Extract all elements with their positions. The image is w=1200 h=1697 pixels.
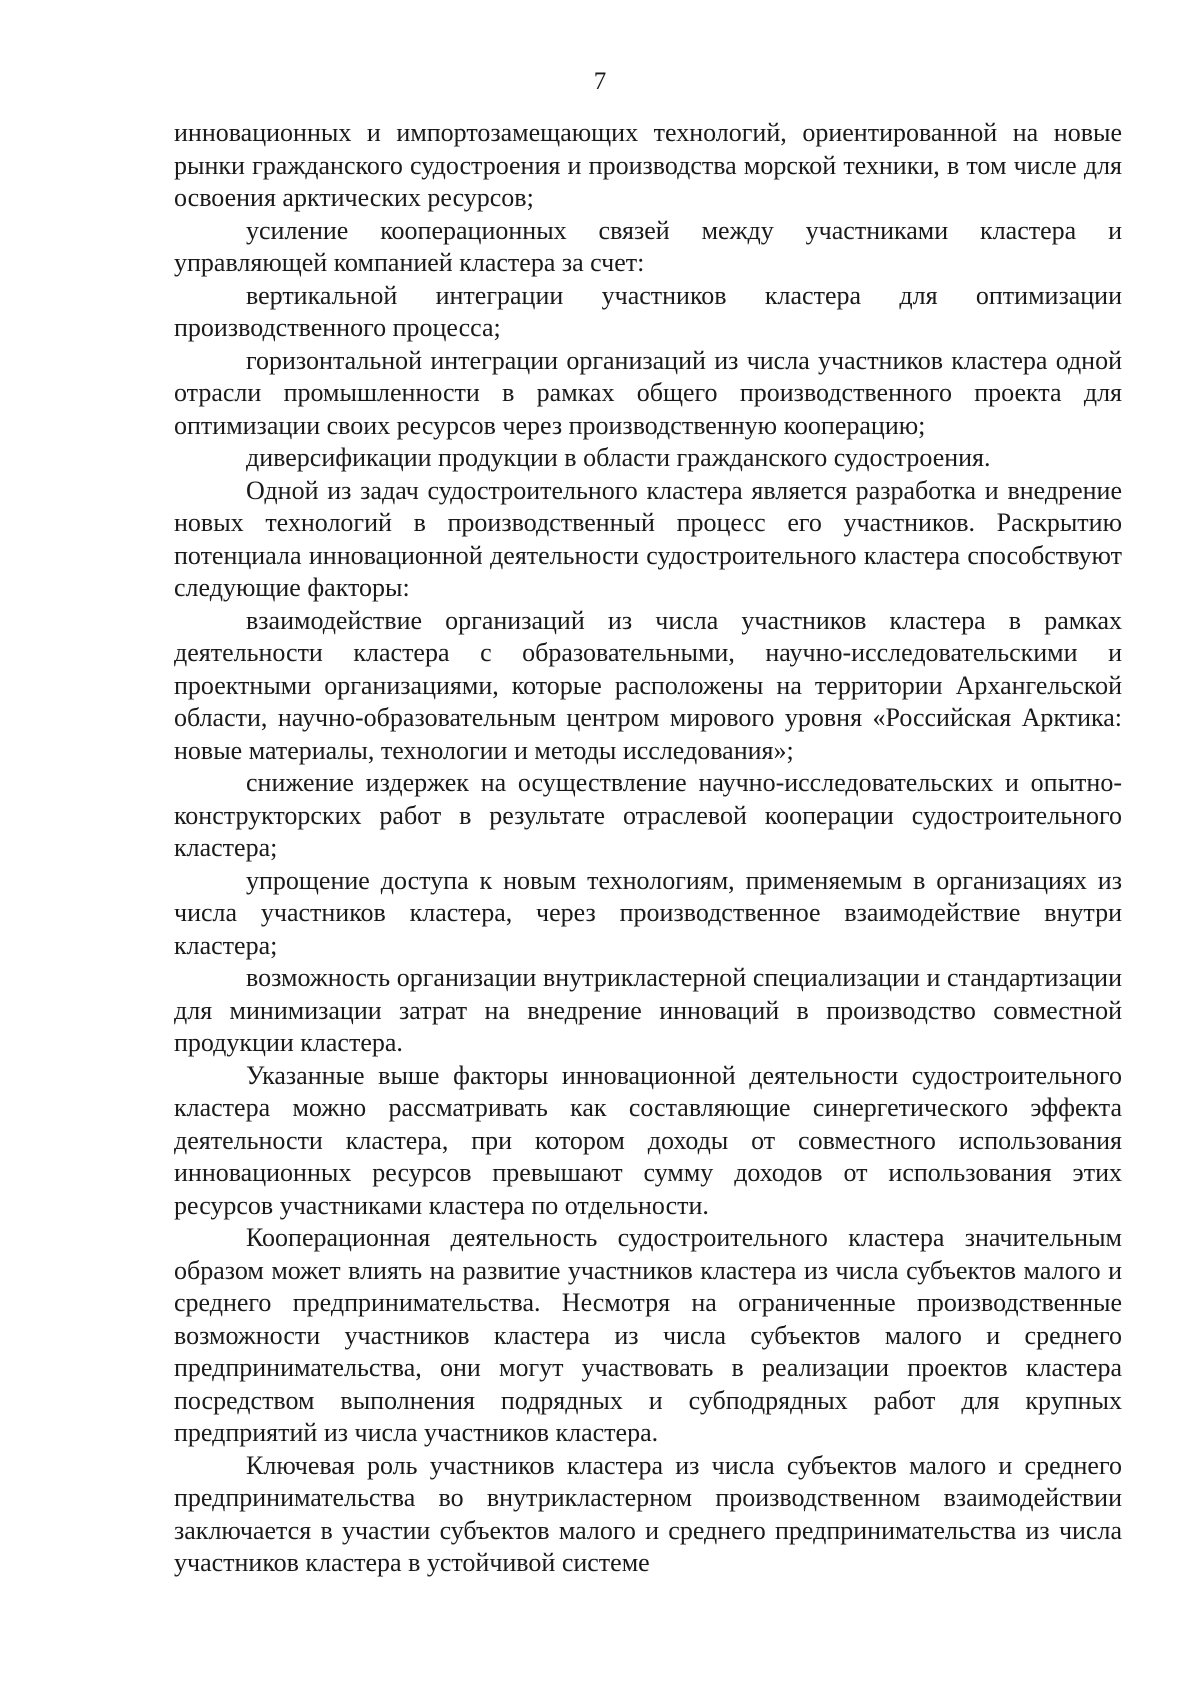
paragraph: возможность организации внутрикластерной специализации и стандартизации для минимизации затрат на внедрение инноваций в производство совместной продукции кластера.	[174, 963, 1122, 1057]
paragraph: Ключевая роль участников кластера из числа субъектов малого и среднего предпринимательства во внутрикластерном производственном взаимодействии заключается в участии субъектов малого и среднего предпринимательства из числа участников кластера в устойчивой системе	[174, 1450, 1122, 1577]
paragraph: Указанные выше факторы инновационной деятельности судостроительного кластера можно рассматривать как составляющие синергетического эффекта деятельности кластера, при котором доходы от совместного использования инновационных ресурсов превышают сумму доходов от использования этих ресурсов участниками кластера по отдельности.	[174, 1060, 1122, 1220]
paragraph: взаимодействие организаций из числа участников кластера в рамках деятельности кластера с образовательными, научно-исследовательскими и проектными организациями, которые расположены на территории Архангельской области, научно-образовательным центром мирового уровня «Российская Арктика: новые материалы, технологии и методы исследования»;	[174, 605, 1122, 765]
paragraph: диверсификации продукции в области гражданского судостроения.	[246, 443, 991, 472]
page-number: 7	[593, 68, 607, 95]
paragraph: инновационных и импортозамещающих технологий, ориентированной на новые рынки гражданского судостроения и производства морской техники, в том числе для освоения арктических ресурсов;	[174, 118, 1122, 212]
paragraph: упрощение доступа к новым технологиям, применяемым в организациях из числа участников кластера, через производственное взаимодействие внутри кластера;	[174, 865, 1122, 960]
paragraph: вертикальной интеграции участников кластера для оптимизации производственного процесса;	[174, 280, 1122, 342]
body-text	[174, 117, 1122, 1580]
paragraph: горизонтальной интеграции организаций из числа участников кластера одной отрасли промышленности в рамках общего производственного проекта для оптимизации своих ресурсов через производственную кооперацию;	[174, 345, 1122, 440]
paragraph: Одной из задач судостроительного кластера является разработка и внедрение новых технологий в производственный процесс его участников. Раскрытию потенциала инновационной деятельности судостроительного кластера способствуют следующие факторы:	[174, 475, 1122, 602]
paragraph: снижение издержек на осуществление научно-исследовательских и опытно-конструкторских работ в результате отраслевой кооперации судостроительного кластера;	[174, 768, 1122, 862]
paragraph: усиление кооперационных связей между участниками кластера и управляющей компанией кластера за счет:	[174, 215, 1122, 277]
paragraph: Кооперационная деятельность судостроительного кластера значительным образом может влиять на развитие участников кластера из числа субъектов малого и среднего предпринимательства. Несмотря на ограниченные производственные возможности участников кластера из числа субъектов малого и среднего предпринимательства, они могут участвовать в реализации проектов кластера посредством выполнения подрядных и субподрядных работ для крупных предприятий из числа участников кластера.	[174, 1223, 1122, 1447]
